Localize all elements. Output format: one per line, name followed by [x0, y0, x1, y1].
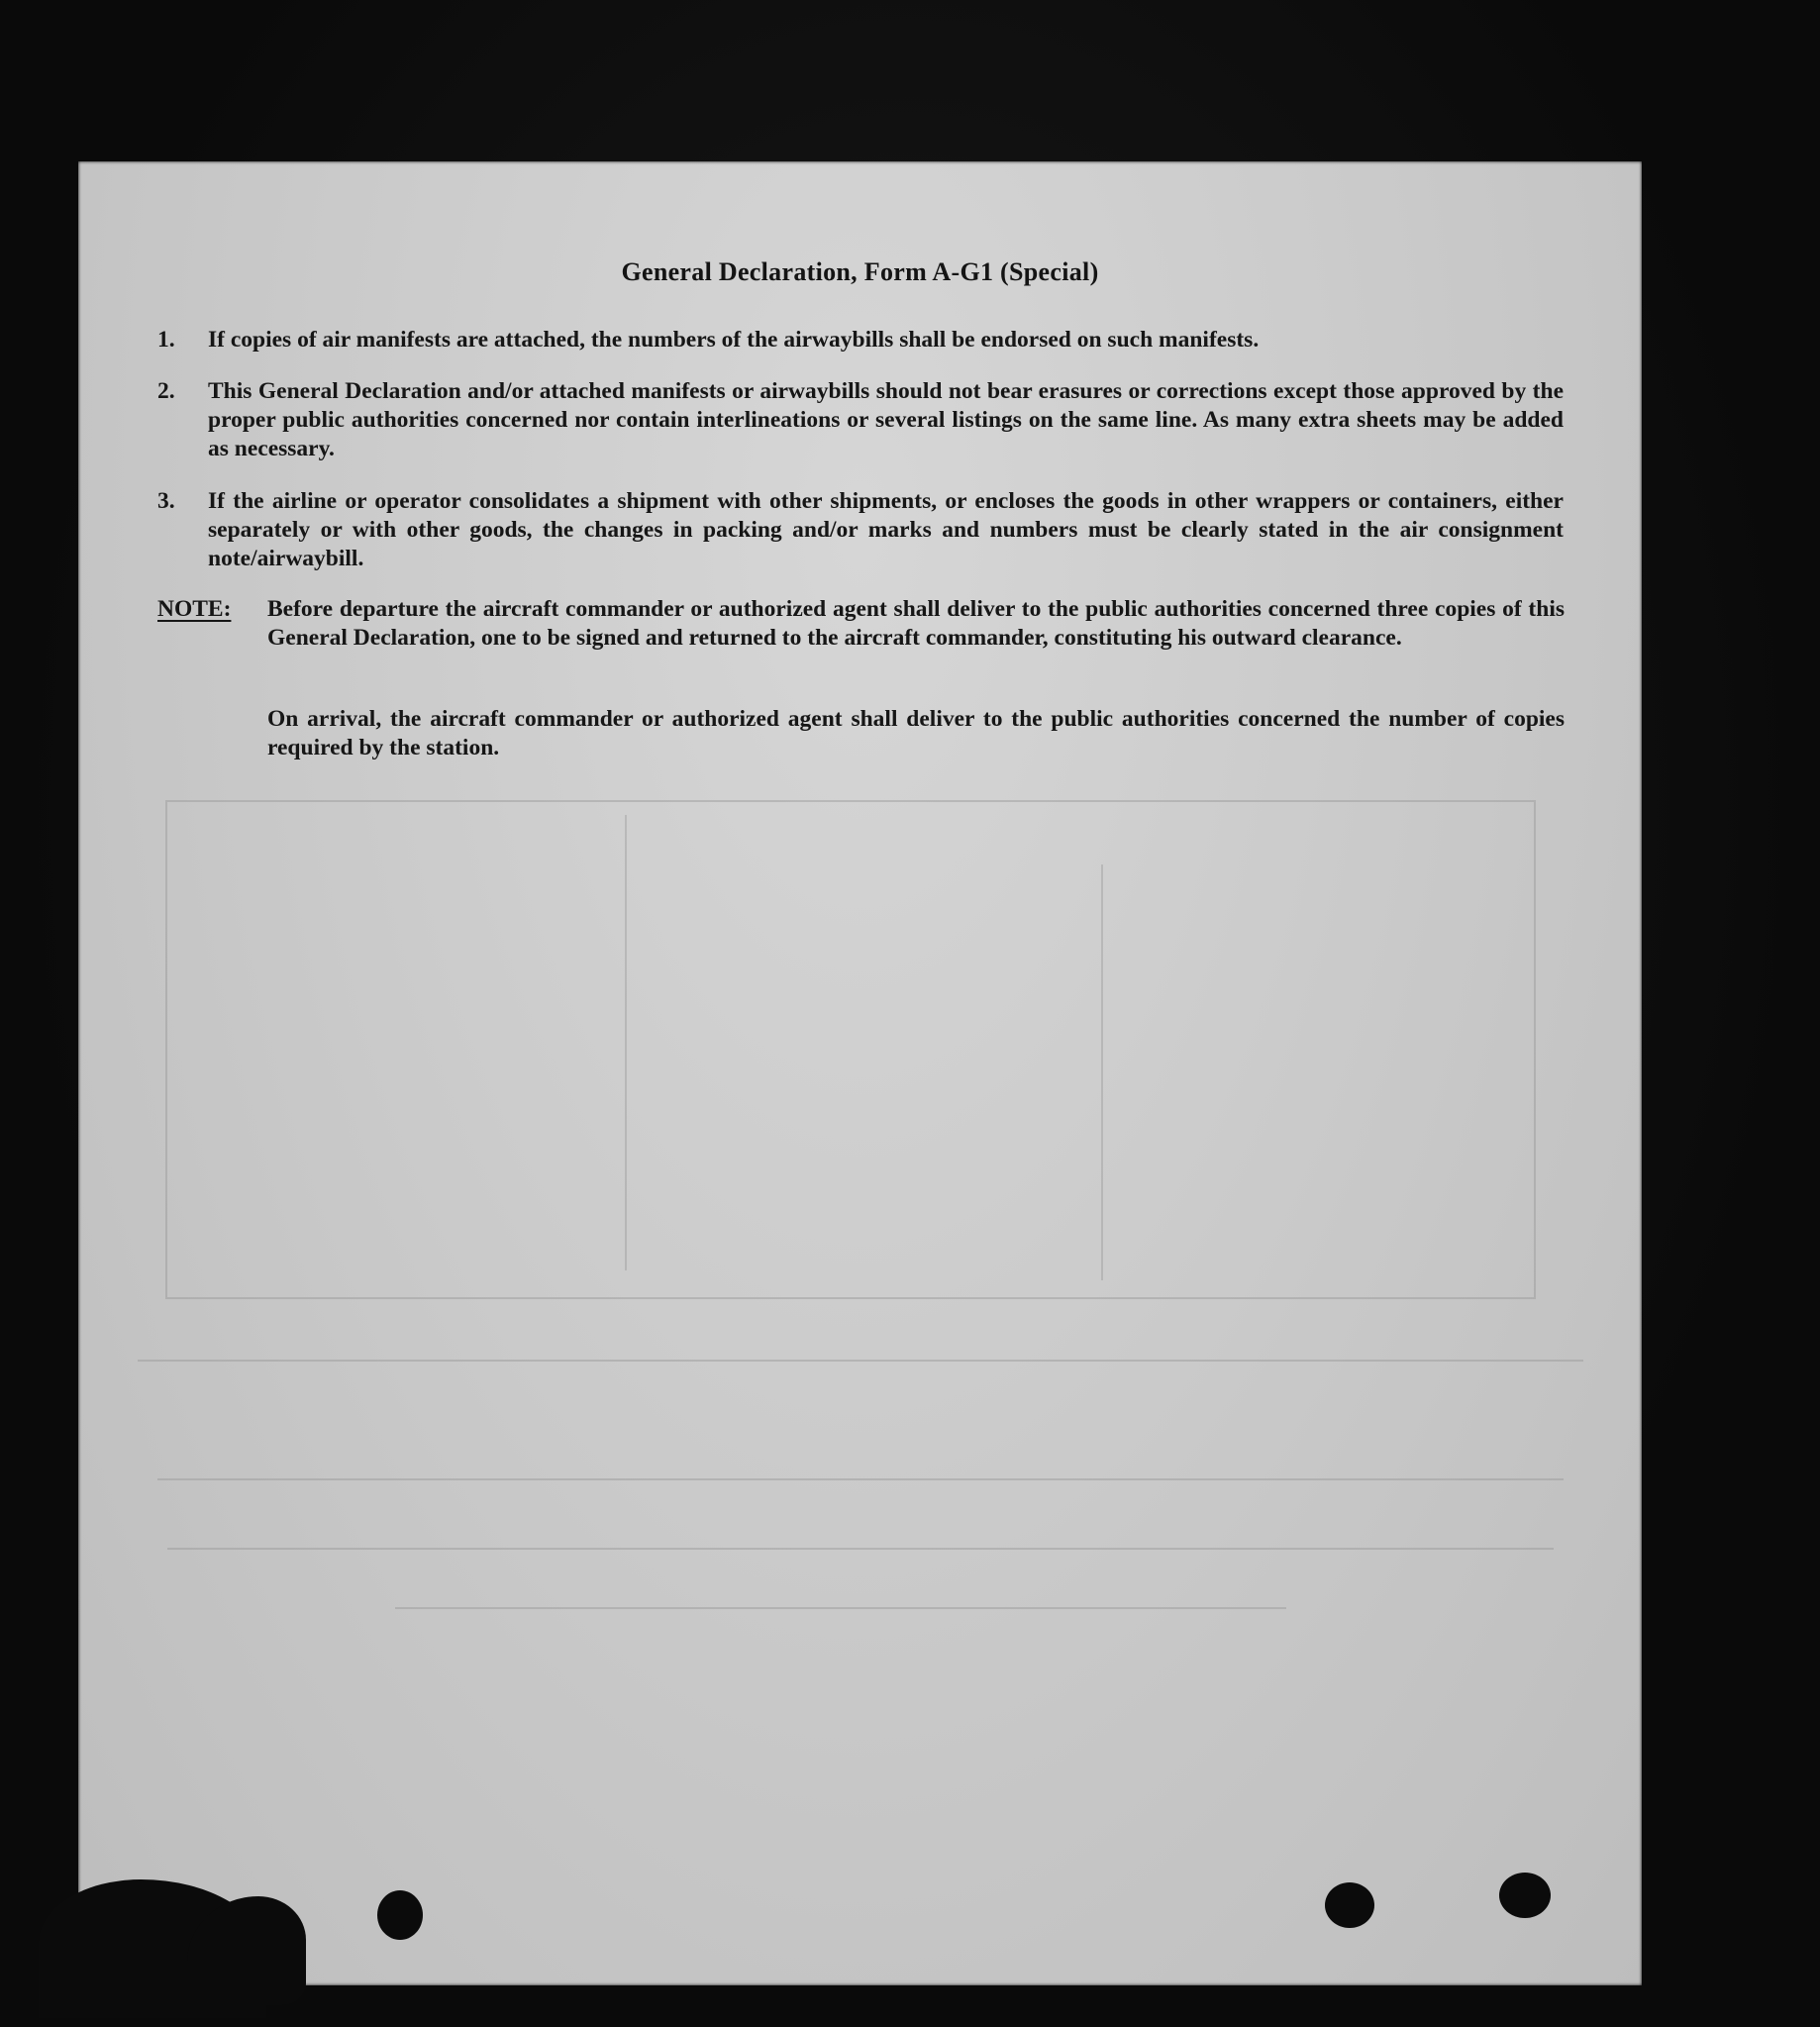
item-number: 3. [157, 488, 175, 514]
list-item [157, 377, 1564, 463]
page-title: General Declaration, Form A-G1 (Special) [621, 257, 1099, 286]
document-page [78, 161, 1642, 1985]
item-text: This General Declaration and/or attached manifests or airwaybills should not bear erasures or corrections except those approved by the proper public authorities concerned nor contain interlineations or several listings on the same line. As many extra sheets may be added as necessary. [208, 378, 1564, 461]
punch-hole [377, 1890, 423, 1940]
bleed-through-line [157, 1478, 1564, 1480]
note-paragraph: On arrival, the aircraft commander or authorized agent shall deliver to the public authorities concerned the number of copies required by the station. [267, 706, 1565, 760]
punch-hole [1499, 1873, 1551, 1918]
item-text: If copies of air manifests are attached, the numbers of the airwaybills shall be endorsed on such manifests. [208, 327, 1260, 353]
bleed-through-table [165, 800, 1536, 1299]
punch-hole [1325, 1882, 1374, 1928]
item-number: 2. [157, 378, 175, 404]
list-item [157, 326, 1564, 355]
bleed-through-line [167, 1548, 1554, 1550]
list-item [157, 487, 1564, 573]
bleed-through-line [625, 815, 627, 1270]
item-text: If the airline or operator consolidates a shipment with other shipments, or encloses the goods in other wrappers or containers, either separately or with other goods, the changes in packing and/or marks and numbers must be clearly stated in the air consignment note/airwaybill. [208, 488, 1564, 571]
bleed-through-line [1101, 864, 1103, 1280]
item-number: 1. [157, 327, 175, 353]
bleed-through-line [138, 1360, 1583, 1362]
bleed-through-line [395, 1607, 1286, 1609]
note-paragraph: Before departure the aircraft commander or authorized agent shall deliver to the public authorities concerned three copies of this General Declaration, one to be signed and returned to the aircraft commander, constituting his outward clearance. [267, 596, 1565, 651]
note-label: NOTE: [157, 596, 232, 622]
